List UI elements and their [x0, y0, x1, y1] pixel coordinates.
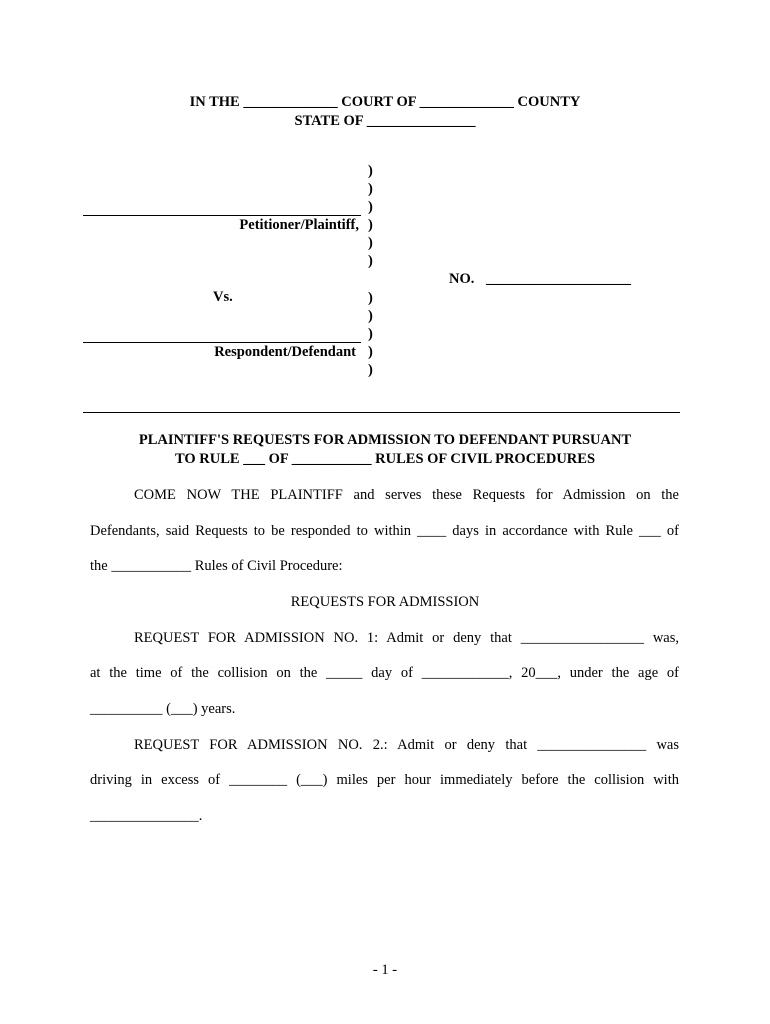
court-heading-line2: STATE OF _______________: [294, 113, 476, 129]
caption-paren: ): [368, 199, 373, 215]
caption-paren: ): [368, 308, 373, 324]
caption-paren: ): [368, 181, 373, 197]
request1-line3: __________ (___) years.: [90, 701, 236, 717]
vs-label: Vs.: [213, 289, 233, 305]
petitioner-name-line: [83, 215, 361, 216]
caption-paren: ): [368, 217, 373, 233]
caption-paren: ): [368, 362, 373, 378]
caption-paren: ): [368, 290, 373, 306]
request2-line3: _______________.: [90, 808, 203, 824]
respondent-label: Respondent/Defendant: [214, 344, 356, 360]
caption-paren: ): [368, 344, 373, 360]
case-number-blank: ____________________: [486, 271, 631, 287]
caption-paren: ): [368, 253, 373, 269]
caption-paren: ): [368, 235, 373, 251]
page-number: - 1 -: [372, 962, 398, 978]
intro-line1: COME NOW THE PLAINTIFF and serves these Requests for Admission on the: [134, 487, 679, 503]
request1-line1: REQUEST FOR ADMISSION NO. 1: Admit or deny that _________________ was,: [134, 630, 679, 646]
court-heading-line1: IN THE _____________ COURT OF _____________ COUNTY: [189, 94, 581, 110]
intro-line2: Defendants, said Requests to be responded to within ____ days in accordance with Rule ___ of: [90, 523, 679, 539]
petitioner-label: Petitioner/Plaintiff,: [239, 217, 359, 233]
caption-paren: ): [368, 326, 373, 342]
case-number-label: NO.: [449, 271, 475, 287]
request1-line2: at the time of the collision on the _____ day of ____________, 20___, under the age of: [90, 665, 679, 681]
section-heading: REQUESTS FOR ADMISSION: [290, 594, 480, 610]
caption-separator-line: [83, 412, 680, 413]
document-title-line2: TO RULE ___ OF ___________ RULES OF CIVIL PROCEDURES: [174, 451, 596, 467]
request2-line1: REQUEST FOR ADMISSION NO. 2.: Admit or deny that _______________ was: [134, 737, 679, 753]
intro-line3: the ___________ Rules of Civil Procedure:: [90, 558, 343, 574]
request2-line2: driving in excess of ________ (___) miles per hour immediately before the collision with: [90, 772, 679, 788]
caption-paren: ): [368, 163, 373, 179]
respondent-name-line: [83, 342, 361, 343]
document-title-line1: PLAINTIFF'S REQUESTS FOR ADMISSION TO DEFENDANT PURSUANT: [138, 432, 632, 448]
